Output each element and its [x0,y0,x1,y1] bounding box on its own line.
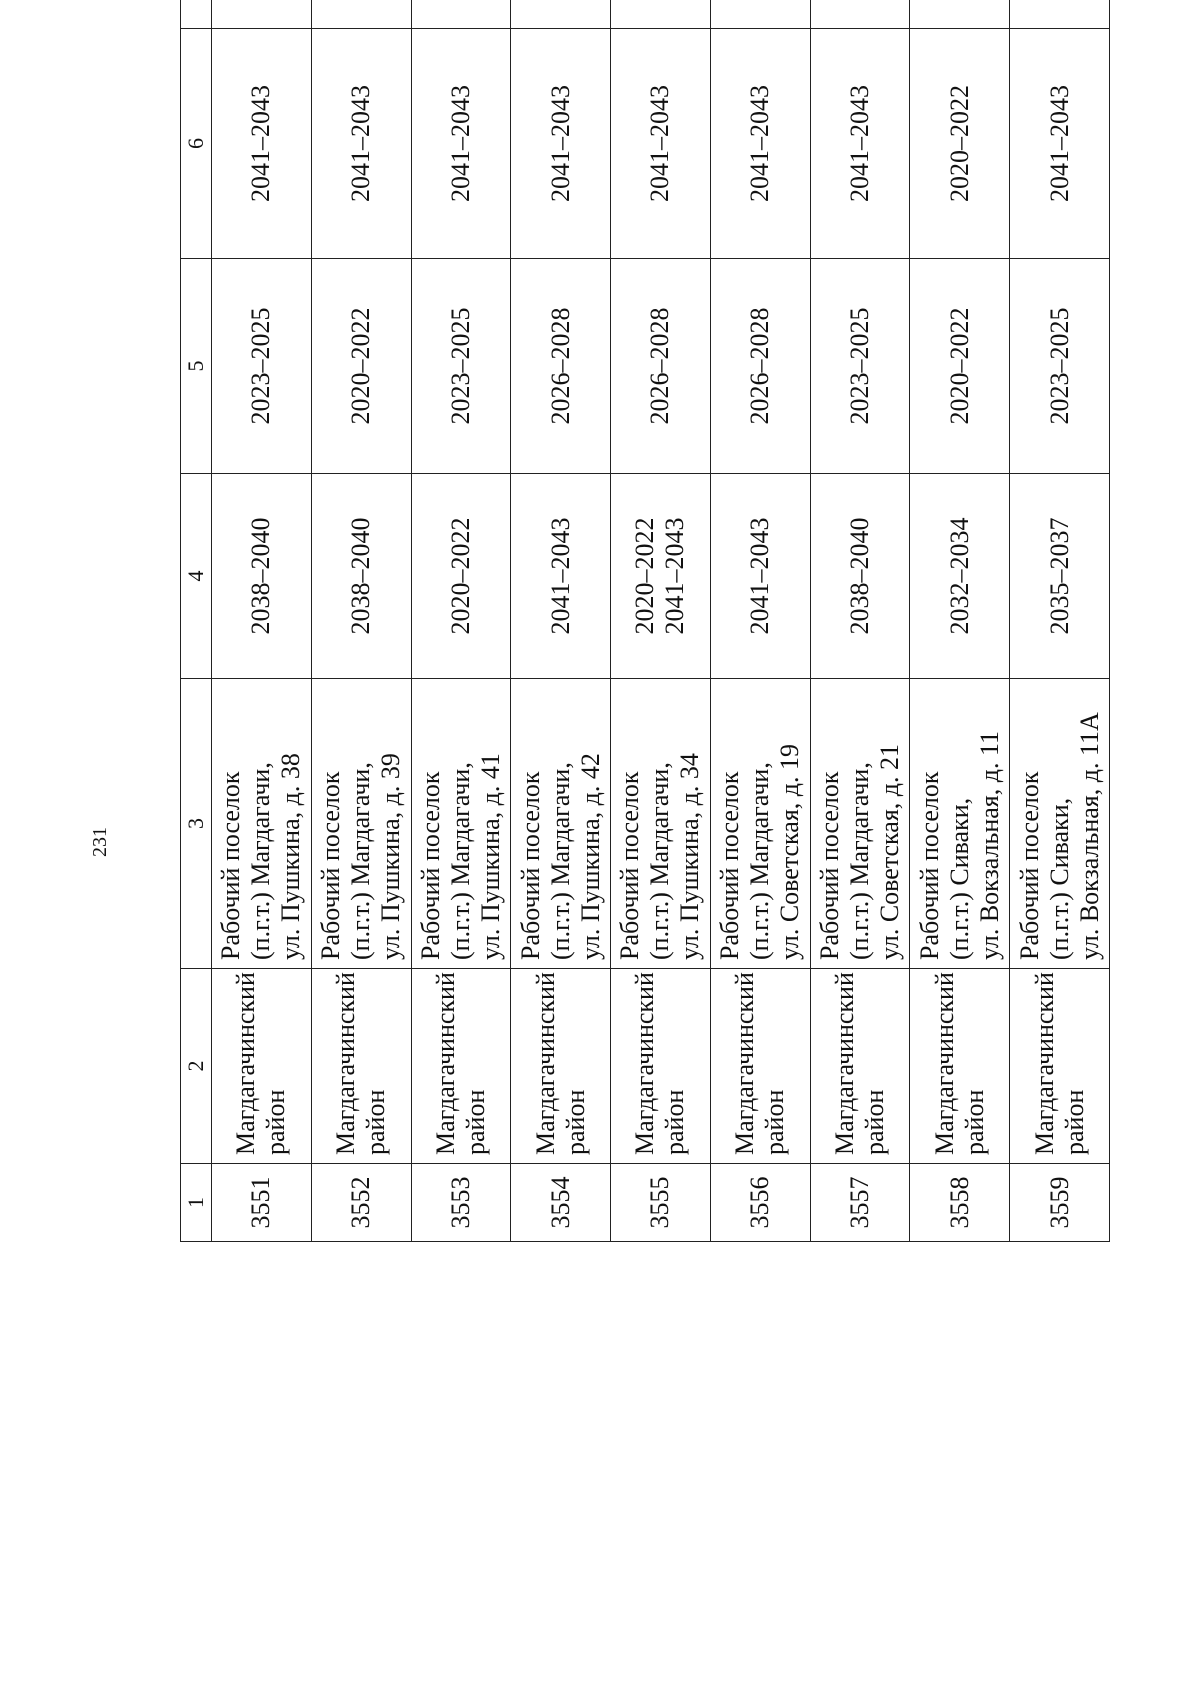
period-cell-col4 [910,474,1010,679]
district-line: район [660,1089,690,1155]
period-cell-col7 [810,0,910,29]
period-cell-col5: 2026–2028 [511,259,611,474]
address-line: ул. Пушкина, д. 39 [376,753,406,960]
period-line: 2020–2022 [630,517,660,635]
period-cell-col6: 2041–2043 [710,29,810,259]
district-line: Магдагачинский [331,972,361,1155]
period-cell-col6: 2041–2043 [810,29,910,259]
period-cell-col6: 2041–2043 [411,29,511,259]
period-cell-col7 [910,0,1010,29]
period-line: 2038–2040 [844,517,874,635]
address-line: (п.г.т.) Сиваки, [944,797,974,960]
address-line: ул. Советская, д. 19 [775,743,805,960]
address-line: (п.г.т.) Магдагачи, [645,762,675,960]
district-line: Магдагачинский [829,972,859,1155]
row-number-cell: 3555 [611,1164,711,1242]
period-cell-col4 [710,474,810,679]
period-cell-col5: 2020–2022 [910,259,1010,474]
address-line: Рабочий поселок [615,771,645,960]
period-cell-col5: 2023–2025 [212,259,312,474]
address-line: (п.г.т.) Магдагачи, [445,762,475,960]
address-cell [511,679,611,969]
district-line: Магдагачинский [530,972,560,1155]
district-line: Магдагачинский [630,972,660,1155]
district-line: район [859,1089,889,1155]
row-number-cell: 3559 [1010,1164,1110,1242]
address-line: Рабочий поселок [1014,771,1044,960]
address-line: Рабочий поселок [914,771,944,960]
district-line: Магдагачинский [430,972,460,1155]
address-line: Рабочий поселок [715,771,745,960]
period-cell-col5: 2023–2025 [810,259,910,474]
address-line: Рабочий поселок [216,771,246,960]
period-cell-col7 [411,0,511,29]
period-cell-col4 [810,474,910,679]
period-cell-col6: 2041–2043 [511,29,611,259]
table-body [212,0,1110,1242]
district-cell [910,969,1010,1164]
column-header: 1 [181,1164,212,1242]
period-cell-col5: 2026–2028 [710,259,810,474]
address-line: (п.г.т.) Сиваки, [1044,797,1074,960]
column-header [181,0,212,29]
period-line: 2038–2040 [246,517,276,635]
address-cell [212,679,312,969]
address-line: ул. Вокзальная, д. 11 [974,730,1004,960]
period-line: 2032–2034 [944,517,974,635]
period-cell-col7 [511,0,611,29]
period-line: 2020–2022 [445,517,475,635]
address-line: (п.г.т.) Магдагачи, [346,762,376,960]
row-number-cell: 3557 [810,1164,910,1242]
address-line: ул. Советская, д. 21 [874,743,904,960]
table-row [411,0,511,1242]
district-line: район [760,1089,790,1155]
district-line: район [560,1089,590,1155]
district-line: район [460,1089,490,1155]
address-line: Рабочий поселок [316,771,346,960]
address-line: Рабочий поселок [415,771,445,960]
period-cell-col4 [212,474,312,679]
address-line: Рабочий поселок [814,771,844,960]
column-header: 3 [181,679,212,969]
address-cell [411,679,511,969]
period-cell-col7 [1010,0,1110,29]
period-cell-col4 [611,474,711,679]
table-row [910,0,1010,1242]
address-cell [611,679,711,969]
district-cell [611,969,711,1164]
period-line: 2035–2037 [1044,517,1074,635]
period-line: 2041–2043 [745,517,775,635]
period-cell-col7 [212,0,312,29]
address-cell [1010,679,1110,969]
address-line: (п.г.т.) Магдагачи, [545,762,575,960]
period-line: 2038–2040 [346,517,376,635]
district-cell [511,969,611,1164]
table-row [311,0,411,1242]
period-cell-col4 [511,474,611,679]
address-line: ул. Пушкина, д. 42 [575,753,605,960]
district-cell [311,969,411,1164]
period-cell-col5: 2023–2025 [1010,259,1110,474]
address-line: (п.г.т.) Магдагачи, [844,762,874,960]
period-cell-col4 [411,474,511,679]
column-header: 6 [181,29,212,259]
address-cell [710,679,810,969]
district-line: район [261,1089,291,1155]
district-line: Магдагачинский [929,972,959,1155]
period-line: 2041–2043 [545,517,575,635]
district-line: Магдагачинский [730,972,760,1155]
district-line: район [1059,1089,1089,1155]
column-header: 2 [181,969,212,1164]
district-line: Магдагачинский [1029,972,1059,1155]
district-line: район [361,1089,391,1155]
period-cell-col5: 2026–2028 [611,259,711,474]
district-cell [1010,969,1110,1164]
address-line: ул. Пушкина, д. 41 [475,753,505,960]
header-row [181,0,212,1242]
table-row [810,0,910,1242]
district-cell [411,969,511,1164]
column-header: 4 [181,474,212,679]
address-cell [810,679,910,969]
period-cell-col6: 2041–2043 [311,29,411,259]
district-line: Магдагачинский [231,972,261,1155]
table-row [511,0,611,1242]
district-cell [212,969,312,1164]
period-cell-col6: 2041–2043 [1010,29,1110,259]
address-cell [311,679,411,969]
period-cell-col5: 2020–2022 [311,259,411,474]
register-table [180,0,1110,1242]
table-row [212,0,312,1242]
row-number-cell: 3556 [710,1164,810,1242]
period-cell-col6: 2041–2043 [611,29,711,259]
period-cell-col4 [1010,474,1110,679]
table-row [1010,0,1110,1242]
row-number-cell: 3558 [910,1164,1010,1242]
address-line: ул. Пушкина, д. 38 [276,753,306,960]
period-cell-col7 [311,0,411,29]
period-cell-col5: 2023–2025 [411,259,511,474]
period-cell-col4 [311,474,411,679]
row-number-cell: 3554 [511,1164,611,1242]
address-line: (п.г.т.) Магдагачи, [246,762,276,960]
table-row [611,0,711,1242]
address-line: ул. Пушкина, д. 34 [675,753,705,960]
column-header: 5 [181,259,212,474]
period-cell-col6: 2020–2022 [910,29,1010,259]
address-line: Рабочий поселок [515,771,545,960]
rotated-table-wrapper [180,0,1110,1242]
district-cell [810,969,910,1164]
page-number: 231 [89,827,111,857]
period-cell-col7 [611,0,711,29]
row-number-cell: 3553 [411,1164,511,1242]
district-line: район [959,1089,989,1155]
address-cell [910,679,1010,969]
table-row [710,0,810,1242]
period-line: 2041–2043 [660,517,690,635]
period-cell-col6: 2041–2043 [212,29,312,259]
district-cell [710,969,810,1164]
address-line: (п.г.т.) Магдагачи, [745,762,775,960]
row-number-cell: 3552 [311,1164,411,1242]
row-number-cell: 3551 [212,1164,312,1242]
address-line: ул. Вокзальная, д. 11А [1074,712,1104,960]
period-cell-col7 [710,0,810,29]
